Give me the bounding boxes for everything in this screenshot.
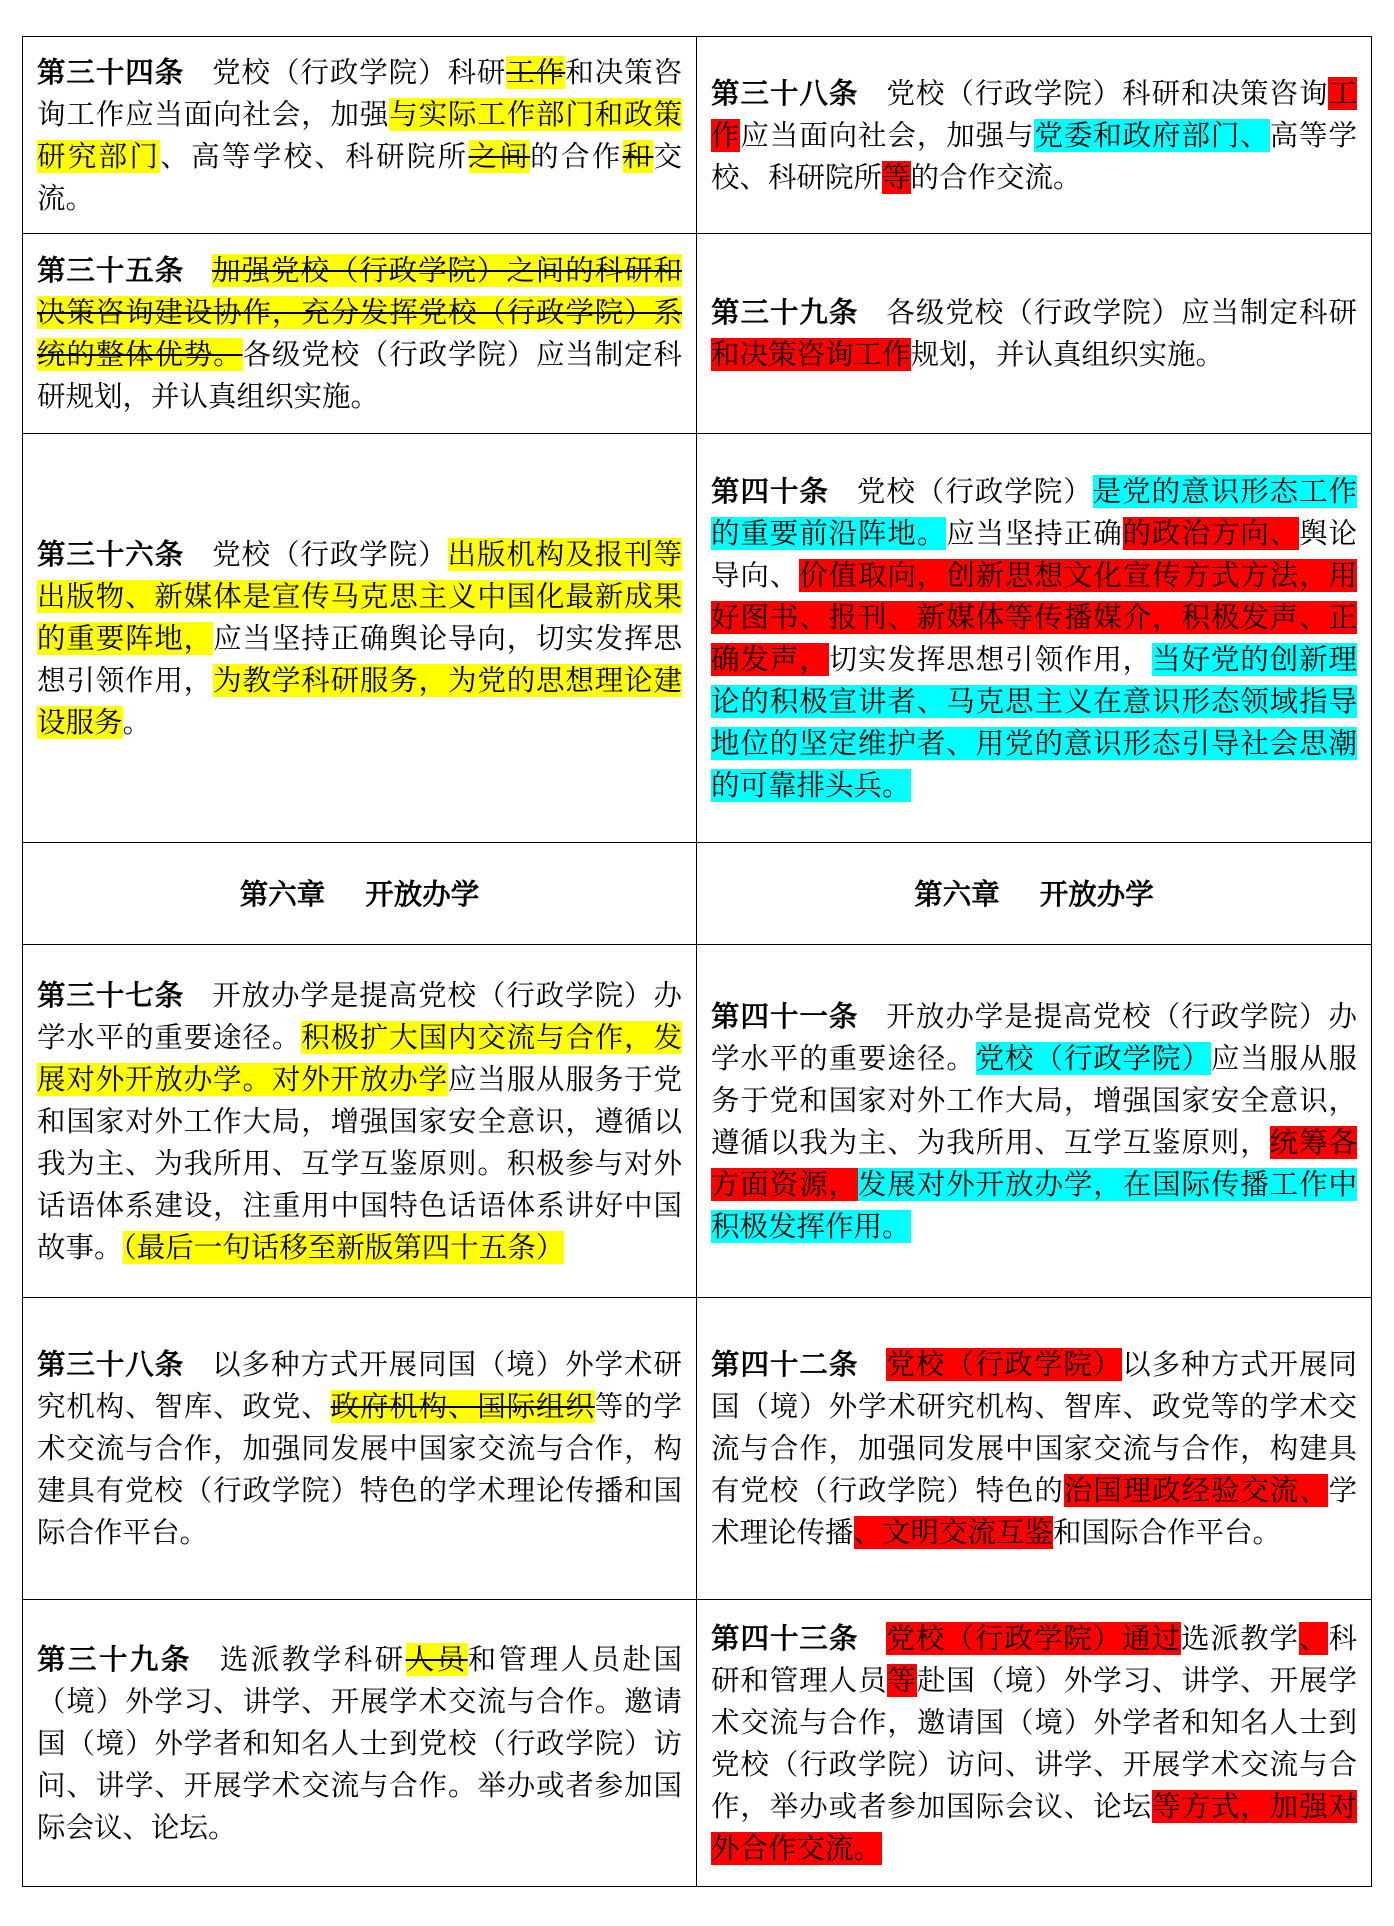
red-highlight: 等 — [887, 1663, 917, 1697]
chapter-title: 开放办学 — [1039, 876, 1154, 911]
text-segment: 。 — [122, 705, 152, 739]
new-article-cell — [697, 945, 1372, 1298]
article-number: 第四十三条 — [711, 1620, 859, 1655]
chapter-number: 第六章 — [914, 876, 1000, 911]
red-highlight: 的政治方向、 — [1122, 516, 1300, 550]
new-article-cell — [697, 234, 1372, 434]
comparison-table — [22, 36, 1372, 1887]
text-segment: 党校（行政学院） — [212, 537, 448, 571]
table-row — [23, 434, 1372, 843]
old-article-cell — [23, 37, 697, 234]
deleted-text: 和 — [622, 139, 654, 173]
deleted-text: 人员 — [405, 1642, 468, 1676]
comparison-table-body — [23, 37, 1372, 1887]
new-article-cell — [697, 1600, 1372, 1887]
red-highlight: 和决策咨询工作 — [711, 338, 911, 371]
text-segment: 应当坚持正确舆论导向，切实发挥思想引领作用， — [37, 621, 682, 697]
text-segment: 的合作 — [530, 139, 623, 173]
red-highlight: 统筹各方面资源， — [711, 1125, 1357, 1201]
table-row — [23, 945, 1372, 1298]
table-row — [23, 1600, 1372, 1887]
red-highlight: 、 — [1298, 1621, 1329, 1655]
article-number: 第四十一条 — [711, 998, 859, 1033]
old-article-cell — [23, 234, 697, 434]
new-article-cell — [697, 434, 1372, 843]
yellow-highlight: 与实际工作部门和政策研究部门 — [37, 97, 682, 173]
article-number: 第四十二条 — [711, 1347, 859, 1381]
text-segment: 切实发挥思想引领作用， — [828, 642, 1153, 676]
text-segment: 开放办学是提高党校（行政学院）办学水平的重要途径。 — [711, 999, 1357, 1075]
old-article-cell — [23, 1298, 697, 1600]
cyan-highlight: 当好党的创新理论的积极宣讲者、马克思主义在意识形态领域指导地位的坚定维护者、用党的意识形态引导社会思潮的可靠排头兵。 — [711, 642, 1357, 802]
article-number: 第三十六条 — [37, 536, 185, 571]
cyan-highlight: 党校（行政学院） — [975, 1041, 1211, 1075]
text-segment: 党校（行政学院） — [856, 474, 1093, 508]
yellow-highlight: 为教学科研服务，为党的思想理论建设服务 — [37, 663, 682, 739]
yellow-highlight: （最后一句话移至新版第四十五条） — [122, 1230, 565, 1264]
new-article-cell — [697, 37, 1372, 234]
text-segment: 应当服从服务于党和国家对外工作大局，增强国家安全意识，遵循以我为主、为我所用、互学互鉴原则。积极参与对外话语体系建设，注重用中国特色话语体系讲好中国故事。 — [37, 1062, 682, 1264]
old-article-cell — [23, 1600, 697, 1887]
article-number: 第三十四条 — [37, 54, 185, 89]
yellow-highlight: 出版机构及报刊等出版物、新媒体是宣传马克思主义中国化最新成果的重要阵地， — [37, 537, 682, 655]
text-segment: 应当坚持正确 — [946, 516, 1123, 550]
deleted-text: 政府机构、国际组织 — [330, 1390, 595, 1423]
text-segment: 科研和管理人员 — [711, 1621, 1357, 1697]
text-segment: 应当服从服务于党和国家对外工作大局，增强国家安全意识，遵循以我为主、为我所用、互学互鉴原则， — [711, 1041, 1357, 1159]
article-number: 第四十条 — [711, 473, 829, 508]
old-chapter-heading — [23, 843, 697, 945]
chapter-title: 开放办学 — [365, 876, 480, 911]
text-segment: 应当面向社会，加强与 — [740, 118, 1035, 152]
text-segment: 和国际合作平台。 — [1053, 1516, 1282, 1549]
text-segment: 以多种方式开展同国（境）外学术研究机构、智库、政党等的学术交流与合作，加强同发展中国家交流与合作，构建具有党校（行政学院）特色的 — [711, 1348, 1357, 1507]
text-segment: 舆论导向、 — [711, 516, 1357, 592]
text-segment: 各级党校（行政学院）应当制定科研 — [886, 296, 1357, 329]
text-segment: 学术理论传播 — [711, 1474, 1357, 1549]
red-highlight: 党校（行政学院） — [886, 1348, 1123, 1381]
text-segment: 高等学校、科研院所 — [711, 118, 1357, 194]
article-number: 第三十七条 — [37, 977, 185, 1012]
deleted-text: 工作 — [506, 55, 566, 89]
text-segment: 各级党校（行政学院）应当制定科研规划，并认真组织实施。 — [37, 338, 682, 413]
text-segment: 的合作交流。 — [910, 160, 1082, 194]
deleted-text: 加强党校（行政学院）之间的科研和决策咨询建设协作，充分发挥党校（行政学院）系统的整体优势。 — [37, 254, 682, 371]
new-chapter-heading — [697, 843, 1372, 945]
text-segment: 交流。 — [37, 139, 682, 215]
cyan-highlight: 党委和政府部门、 — [1034, 118, 1270, 152]
text-segment: 选派教学科研 — [219, 1642, 406, 1676]
text-segment: 以多种方式开展同国（境）外学术研究机构、智库、政党、 — [37, 1348, 682, 1423]
table-row — [23, 1298, 1372, 1600]
red-highlight: 、文明交流互鉴 — [853, 1516, 1054, 1549]
text-segment: 开放办学是提高党校（行政学院）办学水平的重要途径。 — [37, 978, 682, 1054]
text-segment: 选派教学 — [1181, 1621, 1299, 1655]
red-highlight: 等方式，加强对外合作交流。 — [711, 1789, 1357, 1865]
table-row — [23, 37, 1372, 234]
red-highlight: 等 — [882, 160, 911, 194]
cyan-highlight: 发展对外开放办学，在国际传播工作中积极发挥作用。 — [711, 1167, 1357, 1243]
article-number: 第三十八条 — [37, 1347, 185, 1381]
new-article-cell — [697, 1298, 1372, 1600]
text-segment: 、高等学校、科研院所 — [160, 139, 469, 173]
old-article-cell — [23, 945, 697, 1298]
cyan-highlight: 是党的意识形态工作的重要前沿阵地。 — [711, 474, 1357, 550]
chapter-number: 第六章 — [239, 876, 326, 911]
article-number: 第三十九条 — [37, 1641, 192, 1676]
red-highlight: 价值取向，创新思想文化宣传方式方法，用好图书、报刊、新媒体等传播媒介，积极发声、正确发声， — [711, 558, 1357, 676]
chapter-heading-row — [23, 843, 1372, 945]
text-segment: 等的学术交流与合作，加强同发展中国家交流与合作，构建具有党校（行政学院）特色的学术理论传播和国际合作平台。 — [37, 1390, 682, 1549]
text-segment: 赴国（境）外学习、讲学、开展学术交流与合作，邀请国（境）外学者和知名人士到党校（行政学院）访问、讲学、开展学术交流与合作，举办或者参加国际会议、论坛 — [711, 1663, 1357, 1823]
text-segment: 党校（行政学院）科研 — [212, 55, 507, 89]
old-article-cell — [23, 434, 697, 843]
red-highlight: 党校（行政学院）通过 — [886, 1621, 1182, 1655]
deleted-text: 之间 — [468, 139, 531, 173]
yellow-highlight: 积极扩大国内交流与合作，发展对外开放办学。对外开放办学 — [37, 1020, 682, 1096]
text-segment: 和决策咨询工作应当面向社会，加强 — [37, 55, 682, 131]
text-segment: 党校（行政学院）科研和决策咨询 — [886, 76, 1329, 110]
table-row — [23, 234, 1372, 434]
article-number: 第三十八条 — [711, 75, 859, 110]
article-number: 第三十五条 — [37, 253, 185, 287]
red-highlight: 工作 — [711, 76, 1357, 152]
red-highlight: 治国理政经验交流、 — [1063, 1474, 1329, 1507]
text-segment: 和管理人员赴国（境）外学习、讲学、开展学术交流与合作。邀请国（境）外学者和知名人士到党校（行政学院）访问、讲学、开展学术交流与合作。举办或者参加国际会议、论坛。 — [37, 1642, 682, 1844]
article-number: 第三十九条 — [711, 295, 859, 329]
text-segment: 规划，并认真组织实施。 — [910, 338, 1225, 371]
